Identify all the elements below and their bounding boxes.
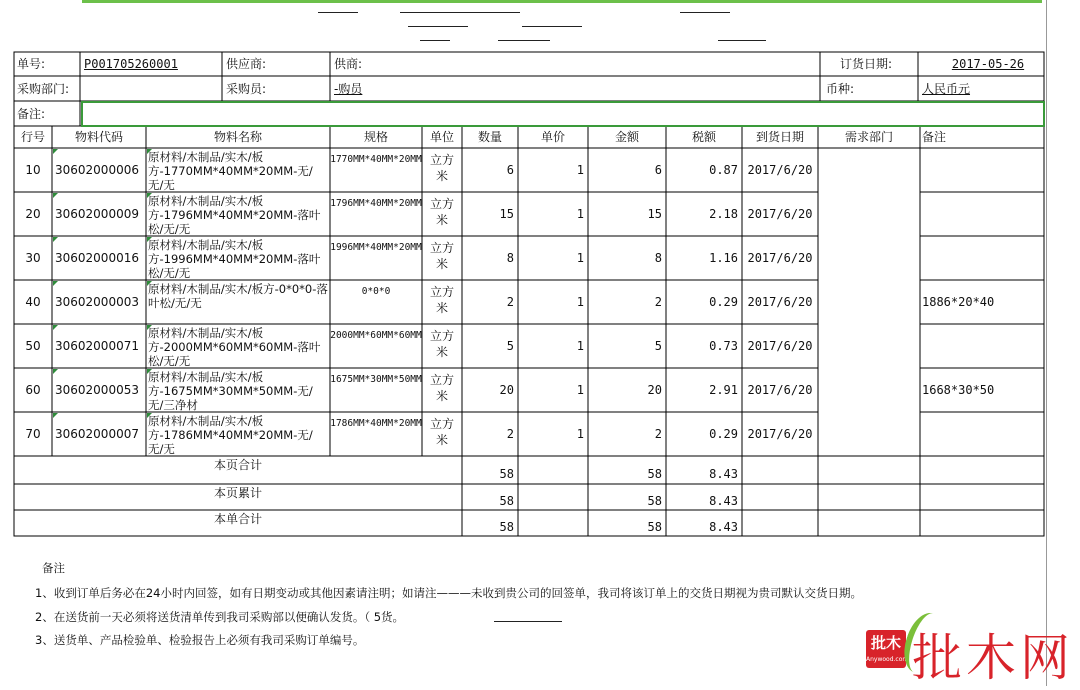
cell-tax: 1.16 xyxy=(709,251,738,265)
comment-flag-icon xyxy=(53,325,58,330)
cell-note xyxy=(922,236,1044,280)
cell-unit: 立方米 xyxy=(429,285,454,315)
buyer-value: -购员 xyxy=(334,82,363,96)
cell-unit: 立方米 xyxy=(429,153,454,183)
cell-date: 2017/6/20 xyxy=(747,207,813,221)
watermark-badge-text: 批木 xyxy=(870,634,901,652)
col-header-line: 行号 xyxy=(20,130,45,144)
cell-code: 30602000007 xyxy=(55,427,139,441)
col-header-unit: 单位 xyxy=(429,130,454,144)
comment-flag-icon xyxy=(147,281,152,286)
cell-spec: 0*0*0 xyxy=(361,286,391,297)
note-line-3: 3、送货单、产品检验单、检验报告上必须有我司采购订单编号。 xyxy=(35,633,365,647)
col-header-dept: 需求部门 xyxy=(844,130,893,144)
cell-amount: 2 xyxy=(654,295,662,309)
comment-flag-icon xyxy=(53,281,58,286)
dept-label: 采购部门: xyxy=(17,82,70,96)
currency-label: 币种: xyxy=(826,82,855,96)
totals-qty: 58 xyxy=(499,494,514,508)
cell-price: 1 xyxy=(576,427,584,441)
currency-value: 人民币元 xyxy=(922,82,971,96)
col-header-date: 到货日期 xyxy=(755,130,804,144)
cell-code: 30602000009 xyxy=(55,207,139,221)
comment-flag-icon xyxy=(147,325,152,330)
watermark-badge xyxy=(866,630,909,668)
cell-name: 原材料/木制品/实木/板方-2000MM*60MM*60MM-落叶松/无/无 xyxy=(148,326,321,368)
cell-tax: 0.29 xyxy=(709,427,738,441)
totals-label: 本单合计 xyxy=(213,512,262,526)
cell-price: 1 xyxy=(576,295,584,309)
cell-line: 50 xyxy=(25,339,41,353)
cell-unit: 立方米 xyxy=(429,373,454,403)
cell-note xyxy=(922,324,1044,368)
cell-date: 2017/6/20 xyxy=(747,295,813,309)
order-date-label: 订货日期: xyxy=(840,57,893,71)
cell-note xyxy=(922,192,1044,236)
note-underline xyxy=(494,621,562,622)
order-date-value: 2017-05-26 xyxy=(951,57,1025,71)
cell-spec: 1786MM*40MM*20MM xyxy=(330,418,422,429)
cell-tax: 2.91 xyxy=(709,383,738,397)
cell-name: 原材料/木制品/实木/板方-1770MM*40MM*20MM-无/无/无 xyxy=(148,150,313,192)
cell-unit: 立方米 xyxy=(429,417,454,447)
watermark-badge-sub: Anywood.com xyxy=(866,656,909,663)
cell-unit: 立方米 xyxy=(429,241,454,271)
cell-line: 70 xyxy=(25,427,41,441)
cell-tax: 0.87 xyxy=(709,163,738,177)
cell-tax: 0.73 xyxy=(709,339,738,353)
cell-line: 40 xyxy=(25,295,41,309)
col-header-code: 物料代码 xyxy=(74,130,123,144)
cell-code: 30602000016 xyxy=(55,251,139,265)
cell-name: 原材料/木制品/实木/板方-0*0*0-落叶松/无/无 xyxy=(148,282,328,310)
cell-amount: 8 xyxy=(654,251,662,265)
cell-date: 2017/6/20 xyxy=(747,339,813,353)
cell-price: 1 xyxy=(576,163,584,177)
totals-amount: 58 xyxy=(647,494,662,508)
totals-label: 本页累计 xyxy=(213,486,262,500)
note-line-2: 2、在送货前一天必须将送货清单传到我司采购部以便确认发货。（ 5货。 xyxy=(35,610,405,624)
cell-amount: 20 xyxy=(647,383,662,397)
cell-code: 30602000003 xyxy=(55,295,139,309)
cell-qty: 6 xyxy=(506,163,514,177)
cell-price: 1 xyxy=(576,251,584,265)
cell-qty: 5 xyxy=(506,339,514,353)
cell-date: 2017/6/20 xyxy=(747,427,813,441)
totals-amount: 58 xyxy=(647,520,662,534)
supplier-value: 供商: xyxy=(334,57,363,71)
comment-flag-icon xyxy=(147,149,152,154)
col-header-note: 备注 xyxy=(922,130,947,144)
comment-flag-icon xyxy=(53,413,58,418)
cell-amount: 15 xyxy=(647,207,662,221)
cell-dept xyxy=(818,148,920,192)
cell-tax: 0.29 xyxy=(709,295,738,309)
remark-label: 备注: xyxy=(17,107,46,121)
cell-qty: 20 xyxy=(499,383,514,397)
comment-flag-icon xyxy=(147,193,152,198)
cell-unit: 立方米 xyxy=(429,329,454,359)
cell-date: 2017/6/20 xyxy=(747,383,813,397)
cell-code: 30602000053 xyxy=(55,383,139,397)
cell-unit: 立方米 xyxy=(429,197,454,227)
cell-dept xyxy=(818,280,920,324)
cell-date: 2017/6/20 xyxy=(747,163,813,177)
comment-flag-icon xyxy=(147,237,152,242)
cell-price: 1 xyxy=(576,339,584,353)
notes-title: 备注 xyxy=(42,561,65,575)
totals-qty: 58 xyxy=(499,467,514,481)
col-header-name: 物料名称 xyxy=(213,130,262,144)
cell-dept xyxy=(818,236,920,280)
cell-qty: 15 xyxy=(499,207,514,221)
cell-spec: 1996MM*40MM*20MM xyxy=(330,242,422,253)
order-no-label: 单号: xyxy=(17,57,46,71)
totals-tax: 8.43 xyxy=(709,494,738,508)
cell-amount: 6 xyxy=(654,163,662,177)
cell-spec: 2000MM*60MM*60MM xyxy=(330,330,422,341)
comment-flag-icon xyxy=(147,413,152,418)
totals-qty: 58 xyxy=(499,520,514,534)
order-no-value: P001705260001 xyxy=(84,57,178,71)
cell-line: 30 xyxy=(25,251,41,265)
cell-dept xyxy=(818,192,920,236)
totals-label: 本页合计 xyxy=(213,458,262,472)
totals-tax: 8.43 xyxy=(709,467,738,481)
comment-flag-icon xyxy=(53,193,58,198)
cell-name: 原材料/木制品/实木/板方-1996MM*40MM*20MM-落叶松/无/无 xyxy=(148,238,321,280)
cell-note xyxy=(922,412,1044,456)
note-line-1: 1、收到订单后务必在24小时内回签，如有日期变动或其他因素请注明；如请注———未收到贵公司的回签单，我司将该订单上的交货日期视为贵司默认交货日期。 xyxy=(35,586,862,600)
col-header-price: 单价 xyxy=(540,130,565,144)
cell-code: 30602000006 xyxy=(55,163,139,177)
cell-qty: 2 xyxy=(506,295,514,309)
cell-line: 10 xyxy=(25,163,41,177)
cell-price: 1 xyxy=(576,383,584,397)
cell-spec: 1675MM*30MM*50MM xyxy=(330,374,422,385)
cell-name: 原材料/木制品/实木/板方-1796MM*40MM*20MM-落叶松/无/无 xyxy=(148,194,321,236)
cell-price: 1 xyxy=(576,207,584,221)
cell-qty: 2 xyxy=(506,427,514,441)
col-header-amount: 金额 xyxy=(614,130,639,144)
totals-amount: 58 xyxy=(647,467,662,481)
cell-name: 原材料/木制品/实木/板方-1675MM*30MM*50MM-无/无/三净材 xyxy=(148,370,313,412)
cell-qty: 8 xyxy=(506,251,514,265)
cell-spec: 1796MM*40MM*20MM xyxy=(330,198,422,209)
cell-note: 1668*30*50 xyxy=(922,383,995,397)
buyer-label: 采购员: xyxy=(226,82,267,96)
watermark-text: 批木网 xyxy=(912,629,1074,687)
totals-tax: 8.43 xyxy=(709,520,738,534)
comment-flag-icon xyxy=(147,369,152,374)
col-header-qty: 数量 xyxy=(477,130,502,144)
cell-line: 20 xyxy=(25,207,41,221)
cell-line: 60 xyxy=(25,383,41,397)
cell-note: 1886*20*40 xyxy=(922,295,995,309)
cell-date: 2017/6/20 xyxy=(747,251,813,265)
col-header-tax: 税额 xyxy=(691,130,716,144)
cell-dept xyxy=(818,412,920,456)
cell-amount: 2 xyxy=(654,427,662,441)
supplier-label: 供应商: xyxy=(226,57,267,71)
comment-flag-icon xyxy=(53,149,58,154)
col-header-spec: 规格 xyxy=(363,130,388,144)
cell-note xyxy=(922,148,1044,192)
cell-dept xyxy=(818,368,920,412)
cell-amount: 5 xyxy=(654,339,662,353)
cell-dept xyxy=(818,324,920,368)
comment-flag-icon xyxy=(53,237,58,242)
cell-code: 30602000071 xyxy=(55,339,139,353)
cell-name: 原材料/木制品/实木/板方-1786MM*40MM*20MM-无/无/无 xyxy=(148,414,313,456)
comment-flag-icon xyxy=(53,369,58,374)
cell-spec: 1770MM*40MM*20MM xyxy=(330,154,422,165)
cell-tax: 2.18 xyxy=(709,207,738,221)
